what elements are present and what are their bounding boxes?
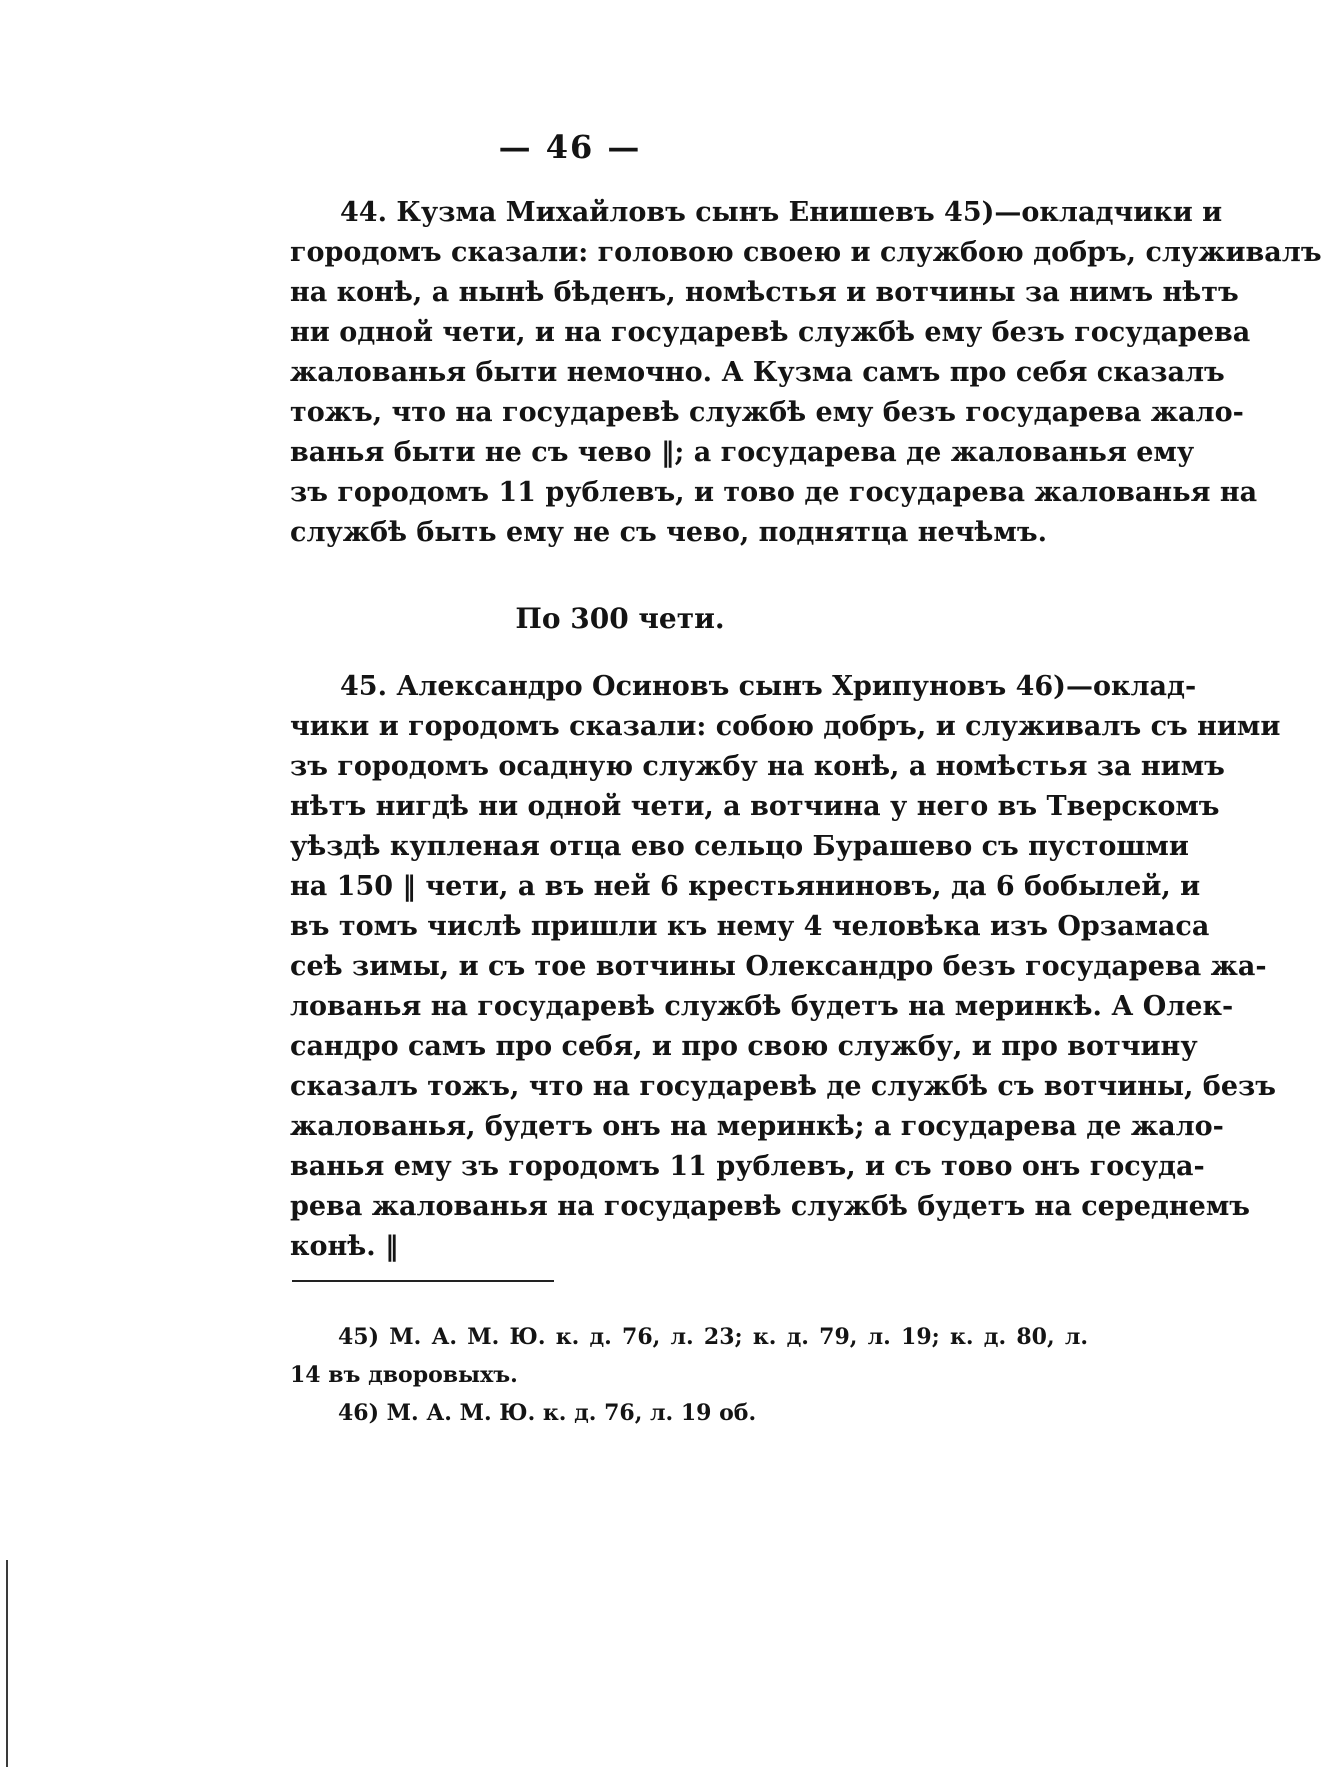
paragraph-line: жалованья, будетъ онъ на меринкѣ; а государева де жало- xyxy=(290,1111,1224,1142)
footnote-45-line-1: 45) М. А. М. Ю. к. д. 76, л. 23; к. д. 79, л. 19; к. д. 80, л. xyxy=(338,1324,1088,1350)
paragraph-line: сандро самъ про себя, и про свою службу, и про вотчину xyxy=(290,1031,1198,1062)
paragraph-line: на конѣ, а нынѣ бѣденъ, номѣстья и вотчины за нимъ нѣтъ xyxy=(290,277,1239,308)
footnote-46: 46) М. А. М. Ю. к. д. 76, л. 19 об. xyxy=(338,1400,757,1426)
paragraph-line: сказалъ тожъ, что на государевѣ де службѣ съ вотчины, безъ xyxy=(290,1071,1276,1102)
paragraph-line: 44. Кузма Михайловъ сынъ Енишевъ 45)—окладчики и xyxy=(340,197,1223,228)
section-heading: По 300 чети. xyxy=(515,602,725,635)
paragraph-line: тожъ, что на государевѣ службѣ ему безъ государева жало- xyxy=(290,397,1244,428)
paragraph-line: на 150 ‖ чети, а въ ней 6 крестьяниновъ, да 6 бобылей, и xyxy=(290,871,1201,902)
paragraph-line: службѣ быть ему не съ чево, поднятца нечѣмъ. xyxy=(290,517,1047,548)
footnotes xyxy=(290,1318,1088,1432)
paragraph-line: ванья быти не съ чево ‖; а государева де жалованья ему xyxy=(290,437,1195,468)
page-number: — 46 — xyxy=(498,128,642,166)
paragraph-line: лованья на государевѣ службѣ будетъ на меринкѣ. А Олек- xyxy=(290,991,1234,1022)
paragraph-line: чики и городомъ сказали: собою добръ, и служивалъ съ ними xyxy=(290,711,1281,742)
scan-edge-line xyxy=(6,1560,8,1767)
paragraph-line: зъ городомъ осадную службу на конѣ, а номѣстья за нимъ xyxy=(290,751,1225,782)
footnote-divider xyxy=(292,1280,554,1282)
footnote-45-line-2: 14 въ дворовыхъ. xyxy=(290,1362,518,1388)
paragraph-line: уѣздѣ купленая отца ево сельцо Бурашево съ пустошми xyxy=(290,831,1189,862)
entry-44-paragraph xyxy=(290,193,1322,553)
paragraph-line: зъ городомъ 11 рублевъ, и тово де государева жалованья на xyxy=(290,477,1258,508)
paragraph-line: рева жалованья на государевѣ службѣ будетъ на середнемъ xyxy=(290,1191,1250,1222)
paragraph-line: сеѣ зимы, и съ тое вотчины Олександро безъ государева жа- xyxy=(290,951,1267,982)
paragraph-line: жалованья быти немочно. А Кузма самъ про себя сказалъ xyxy=(290,357,1225,388)
paragraph-line: нѣтъ нигдѣ ни одной чети, а вотчина у него въ Тверскомъ xyxy=(290,791,1220,822)
paragraph-line: ни одной чети, и на государевѣ службѣ ему безъ государева xyxy=(290,317,1251,348)
entry-45-paragraph xyxy=(290,667,1281,1267)
paragraph-line: ванья ему зъ городомъ 11 рублевъ, и съ тово онъ госуда- xyxy=(290,1151,1205,1182)
paragraph-line: 45. Александро Осиновъ сынъ Хрипуновъ 46)—оклад- xyxy=(340,671,1197,702)
paragraph-line: конѣ. ‖ xyxy=(290,1231,399,1262)
paragraph-line: въ томъ числѣ пришли къ нему 4 человѣка изъ Орзамаса xyxy=(290,911,1210,942)
paragraph-line: городомъ сказали: головою своею и службою добръ, служивалъ xyxy=(290,237,1322,268)
